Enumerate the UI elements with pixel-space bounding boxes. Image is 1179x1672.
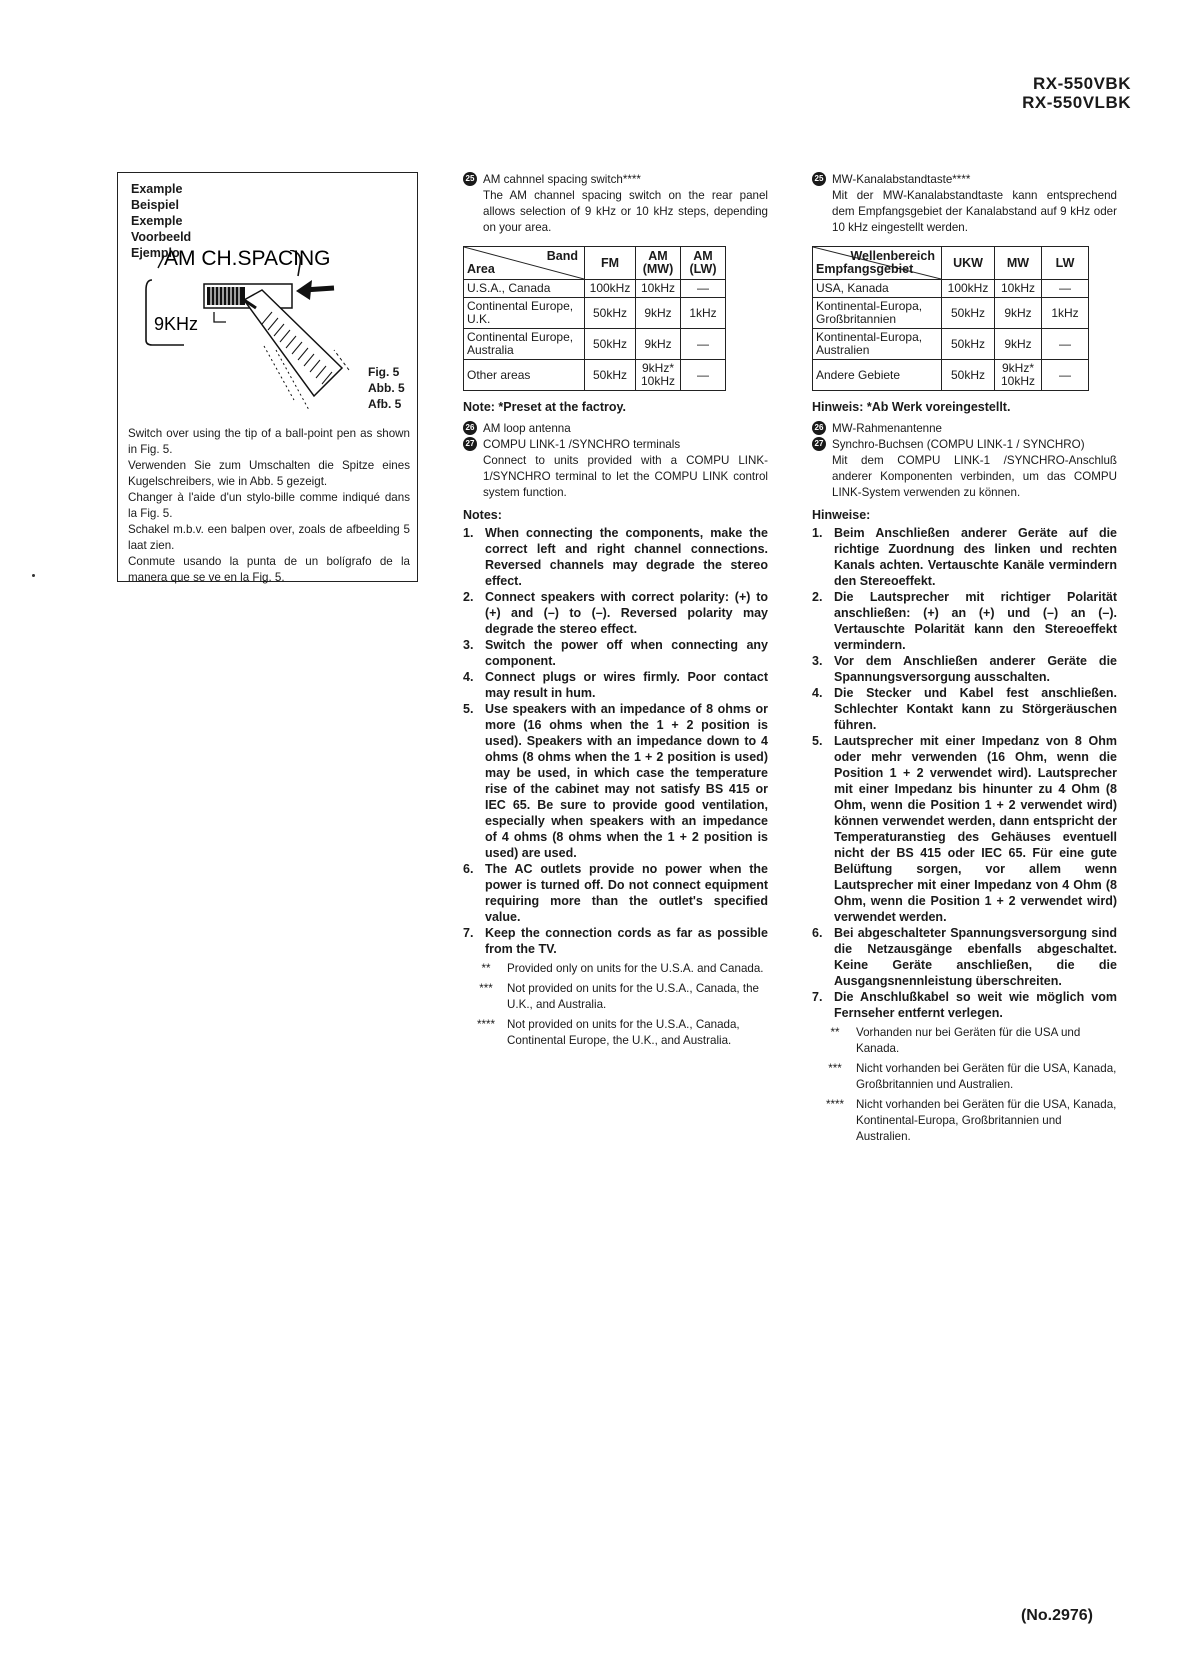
caption-en: Switch over using the tip of a ball-point pen as shown in Fig. 5.	[128, 427, 410, 456]
list-item: 7. Die Anschlußkabel so weit wie möglich vom Fernseher entfernt verlegen.	[812, 990, 1117, 1020]
footnote-text: Nicht vorhanden bei Geräten für die USA, Kanada, Großbritannien und Australien.	[856, 1062, 1117, 1091]
list-item: 4. Die Stecker und Kabel fest anschließen. Schlechter Kontakt kann zu Störgeräuschen führen.	[812, 686, 1117, 732]
footnote	[812, 1061, 1117, 1093]
corner-band-label: Band	[546, 249, 578, 263]
cell-lw: 1kHz	[681, 298, 726, 329]
table-row	[464, 280, 726, 298]
table-note: Note: *Preset at the factroy.	[463, 400, 627, 414]
footnote	[812, 1097, 1117, 1145]
footnote-text: Vorhanden nur bei Geräten für die USA und Kanada.	[856, 1026, 1081, 1055]
figure-label-es: Ejemplo	[131, 246, 180, 260]
footnote-mark: **	[481, 962, 491, 975]
note-text: Connect speakers with correct polarity: (+) to (+) and (–) to (–). Reversed polarity may degrade the stereo effect.	[485, 590, 768, 636]
item-title: AM loop antenna	[483, 422, 571, 435]
cell-mw: 9kHz* 10kHz	[995, 360, 1042, 391]
cell-mw: 9kHz	[636, 298, 681, 329]
list-item: 3. Switch the power off when connecting any component.	[463, 638, 768, 668]
footnote-text: Provided only on units for the U.S.A. and Canada.	[507, 962, 764, 975]
header-lw: LW	[1042, 247, 1089, 280]
cell-lw: —	[681, 329, 726, 360]
notes-list-en	[463, 525, 768, 957]
item-title: COMPU LINK-1 /SYNCHRO terminals	[483, 438, 681, 451]
caption-nl: Schakel m.b.v. een balpen over, zoals de afbeelding 5 laat zien.	[128, 523, 410, 552]
footnote-mark: ***	[828, 1062, 842, 1075]
figure-language-labels	[131, 181, 191, 261]
list-item: 3. Vor dem Anschließen anderer Geräte die Spannungsversorgung ausschalten.	[812, 654, 1117, 684]
cell-fm: 100kHz	[585, 280, 636, 298]
note-text: Lautsprecher mit einer Impedanz von 8 Ohm oder mehr verwenden (16 Ohm, wenn die Position 1 + 2 verwendet wird). Lautsprecher mit einer Impedanz bis hinunter zu 4 Ohm (8 Ohm, wenn die Position 1 + 2 verwendet wird) können verwendet werden, dann entspricht der Temperaturanstieg des Gehäuses eventuell nicht der BS 415 oder IEC 65. Für eine gute Belüftung sorgen, vor allem wenn Lautsprecher mit einer Impedanz von 4 Ohm (8 Ohm, wenn die Position 1 + 2 verwendet wird) verwendet werden.	[834, 734, 1117, 924]
model-number-1: RX-550VBK	[1032, 74, 1131, 93]
switch-label: AM CH.SPACING	[164, 250, 331, 270]
cell-area: Kontinental-Europa, Australien	[813, 329, 942, 360]
item-26-de	[812, 421, 1117, 437]
caption-de: Verwenden Sie zum Umschalten die Spitze eines Kugelschreibers, wie in Abb. 5 gezeigt.	[128, 459, 410, 488]
list-item: 7. Keep the connection cords as far as possible from the TV.	[463, 926, 768, 956]
item-27-en	[463, 437, 768, 501]
notes-heading: Notes:	[463, 508, 502, 522]
note-text: Die Anschlußkabel so weit wie möglich vom Fernseher entfernt verlegen.	[834, 990, 1117, 1020]
note-text: Use speakers with an impedance of 8 ohms or more (16 ohms when the 1 + 2 position is used). Speakers with an impedance down to 4 ohms (8 ohms when the 1 + 2 position is used) may be used, in which case the temperature rise of the cabinet may not satisfy BS 415 or IEC 65. Be sure to provide good ventilation, especially when speakers with an impedance of 4 ohms (8 ohms when the 1 + 2 position is used) are used.	[485, 702, 768, 860]
cell-mw: 10kHz	[995, 280, 1042, 298]
list-item: 5. Lautsprecher mit einer Impedanz von 8 Ohm oder mehr verwenden (16 Ohm, wenn die Position 1 + 2 verwendet wird). Lautsprecher mit einer Impedanz bis hinunter zu 4 Ohm (8 Ohm, wenn die Position 1 + 2 verwendet wird) können verwendet werden, dann entspricht der Temperaturanstieg des Gehäuses eventuell nicht der BS 415 oder IEC 65. Für eine gute Belüftung sorgen, vor allem wenn Lautsprecher mit einer Impedanz von 4 Ohm (8 Ohm, wenn die Position 1 + 2 verwendet wird) verwendet werden.	[812, 734, 1117, 924]
item-body: The AM channel spacing switch on the rear panel allows selection of 9 kHz or 10 kHz steps, depending on your area.	[483, 189, 768, 234]
item-number-badge: 25	[812, 172, 826, 186]
table-row	[813, 360, 1089, 391]
figure-captions	[128, 426, 410, 586]
cell-fm: 50kHz	[585, 298, 636, 329]
page-number: (No.2976)	[1020, 1607, 1093, 1624]
note-text: Die Stecker und Kabel fest anschließen. Schlechter Kontakt kann zu Störgeräuschen führen.	[834, 686, 1117, 732]
figure-reference	[368, 364, 405, 412]
footnote	[463, 961, 768, 977]
list-item: 1. Beim Anschließen anderer Geräte auf die richtige Zuordnung des linken und rechten Kanals achten. Vertauschte Kanäle vermindern den Stereoeffekt.	[812, 526, 1117, 588]
cell-mw: 10kHz	[636, 280, 681, 298]
cell-lw: —	[681, 280, 726, 298]
band-table-en	[463, 246, 726, 391]
corner-area-label: Empfangsgebiet	[816, 262, 914, 276]
figure-label-de: Beispiel	[131, 198, 179, 212]
cell-area: Other areas	[464, 360, 585, 391]
band-table-de	[812, 246, 1089, 391]
cell-lw: —	[681, 360, 726, 391]
item-body: Connect to units provided with a COMPU LINK-1/SYNCHRO terminal to let the COMPU LINK control system function.	[483, 454, 768, 499]
cell-mw: 9kHz	[636, 329, 681, 360]
cell-fm: 50kHz	[942, 329, 995, 360]
figure-label-en: Example	[131, 182, 183, 196]
item-number-badge: 26	[812, 421, 826, 435]
cell-area: Continental Europe, Australia	[464, 329, 585, 360]
fig-ref-de: Abb. 5	[368, 381, 405, 395]
footnote-text: Nicht vorhanden bei Geräten für die USA, Kanada, Kontinental-Europa, Großbritannien und Australien.	[856, 1098, 1117, 1143]
footnote-text: Not provided on units for the U.S.A., Canada, Continental Europe, the U.K., and Australia.	[507, 1018, 740, 1047]
note-text: Keep the connection cords as far as possible from the TV.	[485, 926, 768, 956]
table-row	[813, 329, 1089, 360]
cell-mw: 9kHz* 10kHz	[636, 360, 681, 391]
corner-band-label: Wellenbereich	[850, 249, 935, 263]
cell-area: Kontinental-Europa, Großbritannien	[813, 298, 942, 329]
header-fm: FM	[585, 247, 636, 280]
footnote-mark: ****	[825, 1098, 845, 1111]
cell-area: U.S.A., Canada	[464, 280, 585, 298]
footnote-mark: ***	[479, 982, 493, 995]
cell-mw: 9kHz	[995, 329, 1042, 360]
cell-lw: —	[1042, 280, 1089, 298]
corner-area-label: Area	[467, 262, 495, 276]
note-text: Bei abgeschalteter Spannungsversorgung sind die Netzausgänge ebenfalls abgeschaltet. Keine Geräte anschließen, die die Ausgangsnennleistung überschreiten.	[834, 926, 1117, 988]
fig-ref-nl: Afb. 5	[368, 397, 402, 411]
header-mw: AM (MW)	[636, 247, 681, 280]
item-25-de	[812, 172, 1117, 236]
cell-lw: —	[1042, 360, 1089, 391]
cell-fm: 50kHz	[585, 329, 636, 360]
item-title: MW-Rahmenantenne	[832, 422, 942, 435]
figure-label-fr: Exemple	[131, 214, 183, 228]
english-column	[463, 172, 768, 1049]
table-row	[464, 360, 726, 391]
list-item: 2. Die Lautsprecher mit richtiger Polarität anschließen: (+) an (+) und (–) an (–). Vertauschte Polarität kann den Stereoeffekt vermindern.	[812, 590, 1117, 652]
note-text: Switch the power off when connecting any component.	[485, 638, 768, 668]
figure-label-nl: Voorbeeld	[131, 230, 192, 244]
cell-area: Continental Europe, U.K.	[464, 298, 585, 329]
note-text: Beim Anschließen anderer Geräte auf die richtige Zuordnung des linken und rechten Kanals achten. Vertauschte Kanäle vermindern den Stereoeffekt.	[834, 526, 1117, 588]
list-item: 5. Use speakers with an impedance of 8 ohms or more (16 ohms when the 1 + 2 position is used). Speakers with an impedance down to 4 ohms (8 ohms when the 1 + 2 position is used) may be used, in which case the temperature rise of the cabinet may not satisfy BS 415 or IEC 65. Be sure to provide good ventilation, especially when speakers with an impedance of 4 ohms (8 ohms when the 1 + 2 position is used) are used.	[463, 702, 768, 860]
margin-mark	[32, 574, 35, 577]
table-row	[813, 280, 1089, 298]
german-column	[812, 172, 1117, 1145]
table-row	[464, 298, 726, 329]
cell-lw: —	[1042, 329, 1089, 360]
model-number-heading	[1022, 74, 1131, 112]
caption-es: Conmute usando la punta de un bolígrafo de la manera que se ve en la Fig. 5.	[128, 555, 410, 584]
list-item: 2. Connect speakers with correct polarity: (+) to (+) and (–) to (–). Reversed polarity may degrade the stereo effect.	[463, 590, 768, 636]
cell-mw: 9kHz	[995, 298, 1042, 329]
model-number-2: RX-550VLBK	[1022, 93, 1131, 112]
list-item: 6. Bei abgeschalteter Spannungsversorgung sind die Netzausgänge ebenfalls abgeschaltet. Keine Geräte anschließen, die die Ausgangsnennleistung überschreiten.	[812, 926, 1117, 988]
item-number-badge: 26	[463, 421, 477, 435]
table-row	[464, 329, 726, 360]
footnote	[812, 1025, 1117, 1057]
cell-fm: 50kHz	[942, 360, 995, 391]
notes-heading: Hinweise:	[812, 508, 871, 522]
item-title: Synchro-Buchsen (COMPU LINK-1 / SYNCHRO)	[832, 438, 1085, 451]
list-item: 4. Connect plugs or wires firmly. Poor contact may result in hum.	[463, 670, 768, 700]
list-item: 1. When connecting the components, make the correct left and right channel connections. Reversed channels may degrade the stereo effect.	[463, 526, 768, 588]
table-row	[813, 298, 1089, 329]
list-item: 6. The AC outlets provide no power when the power is turned off. Do not connect equipment requiring more than the outlet's specified value.	[463, 862, 768, 924]
cell-fm: 100kHz	[942, 280, 995, 298]
item-body: Mit der MW-Kanalabstandtaste kann entsprechend dem Empfangsgebiet der Kanalabstand auf 9 kHz oder 10 kHz eingestellt werden.	[832, 189, 1117, 234]
cell-fm: 50kHz	[942, 298, 995, 329]
item-number-badge: 25	[463, 172, 477, 186]
note-text: Connect plugs or wires firmly. Poor contact may result in hum.	[485, 670, 768, 700]
caption-fr: Changer à l'aide d'un stylo-bille comme indiqué dans la Fig. 5.	[128, 491, 410, 520]
item-number-badge: 27	[812, 437, 826, 451]
header-mw: MW	[995, 247, 1042, 280]
fig-ref-en: Fig. 5	[368, 365, 400, 379]
table-note: Hinweis: *Ab Werk voreingestellt.	[812, 400, 1011, 414]
header-fm: UKW	[942, 247, 995, 280]
table-corner	[464, 247, 585, 280]
item-27-de	[812, 437, 1117, 501]
footnote	[463, 1017, 768, 1049]
cell-area: USA, Kanada	[813, 280, 942, 298]
item-26-en	[463, 421, 768, 437]
khz-label: 9KHz	[154, 314, 199, 334]
item-25-en	[463, 172, 768, 236]
note-text: When connecting the components, make the correct left and right channel connections. Reversed channels may degrade the stereo effect.	[485, 526, 768, 588]
table-corner	[813, 247, 942, 280]
note-text: Die Lautsprecher mit richtiger Polarität anschließen: (+) an (+) und (–) an (–). Vertauschte Polarität kann den Stereoeffekt vermindern.	[834, 590, 1117, 652]
note-text: Vor dem Anschließen anderer Geräte die Spannungsversorgung ausschalten.	[834, 654, 1117, 684]
cell-lw: 1kHz	[1042, 298, 1089, 329]
cell-area: Andere Gebiete	[813, 360, 942, 391]
item-title: AM cahnnel spacing switch****	[483, 173, 641, 186]
item-number-badge: 27	[463, 437, 477, 451]
footnote-mark: ****	[476, 1018, 496, 1031]
footnote-text: Not provided on units for the U.S.A., Canada, the U.K., and Australia.	[507, 982, 759, 1011]
item-title: MW-Kanalabstandtaste****	[832, 173, 971, 186]
notes-list-de	[812, 525, 1117, 1021]
header-lw: AM (LW)	[681, 247, 726, 280]
cell-fm: 50kHz	[585, 360, 636, 391]
footnote-mark: **	[830, 1026, 840, 1039]
footnote	[463, 981, 768, 1013]
note-text: The AC outlets provide no power when the power is turned off. Do not connect equipment requiring more than the outlet's specified value.	[485, 862, 768, 924]
item-body: Mit dem COMPU LINK-1 /SYNCHRO-Anschluß anderer Komponenten verbinden, um das COMPU LINK-System verwenden zu können.	[832, 454, 1117, 499]
